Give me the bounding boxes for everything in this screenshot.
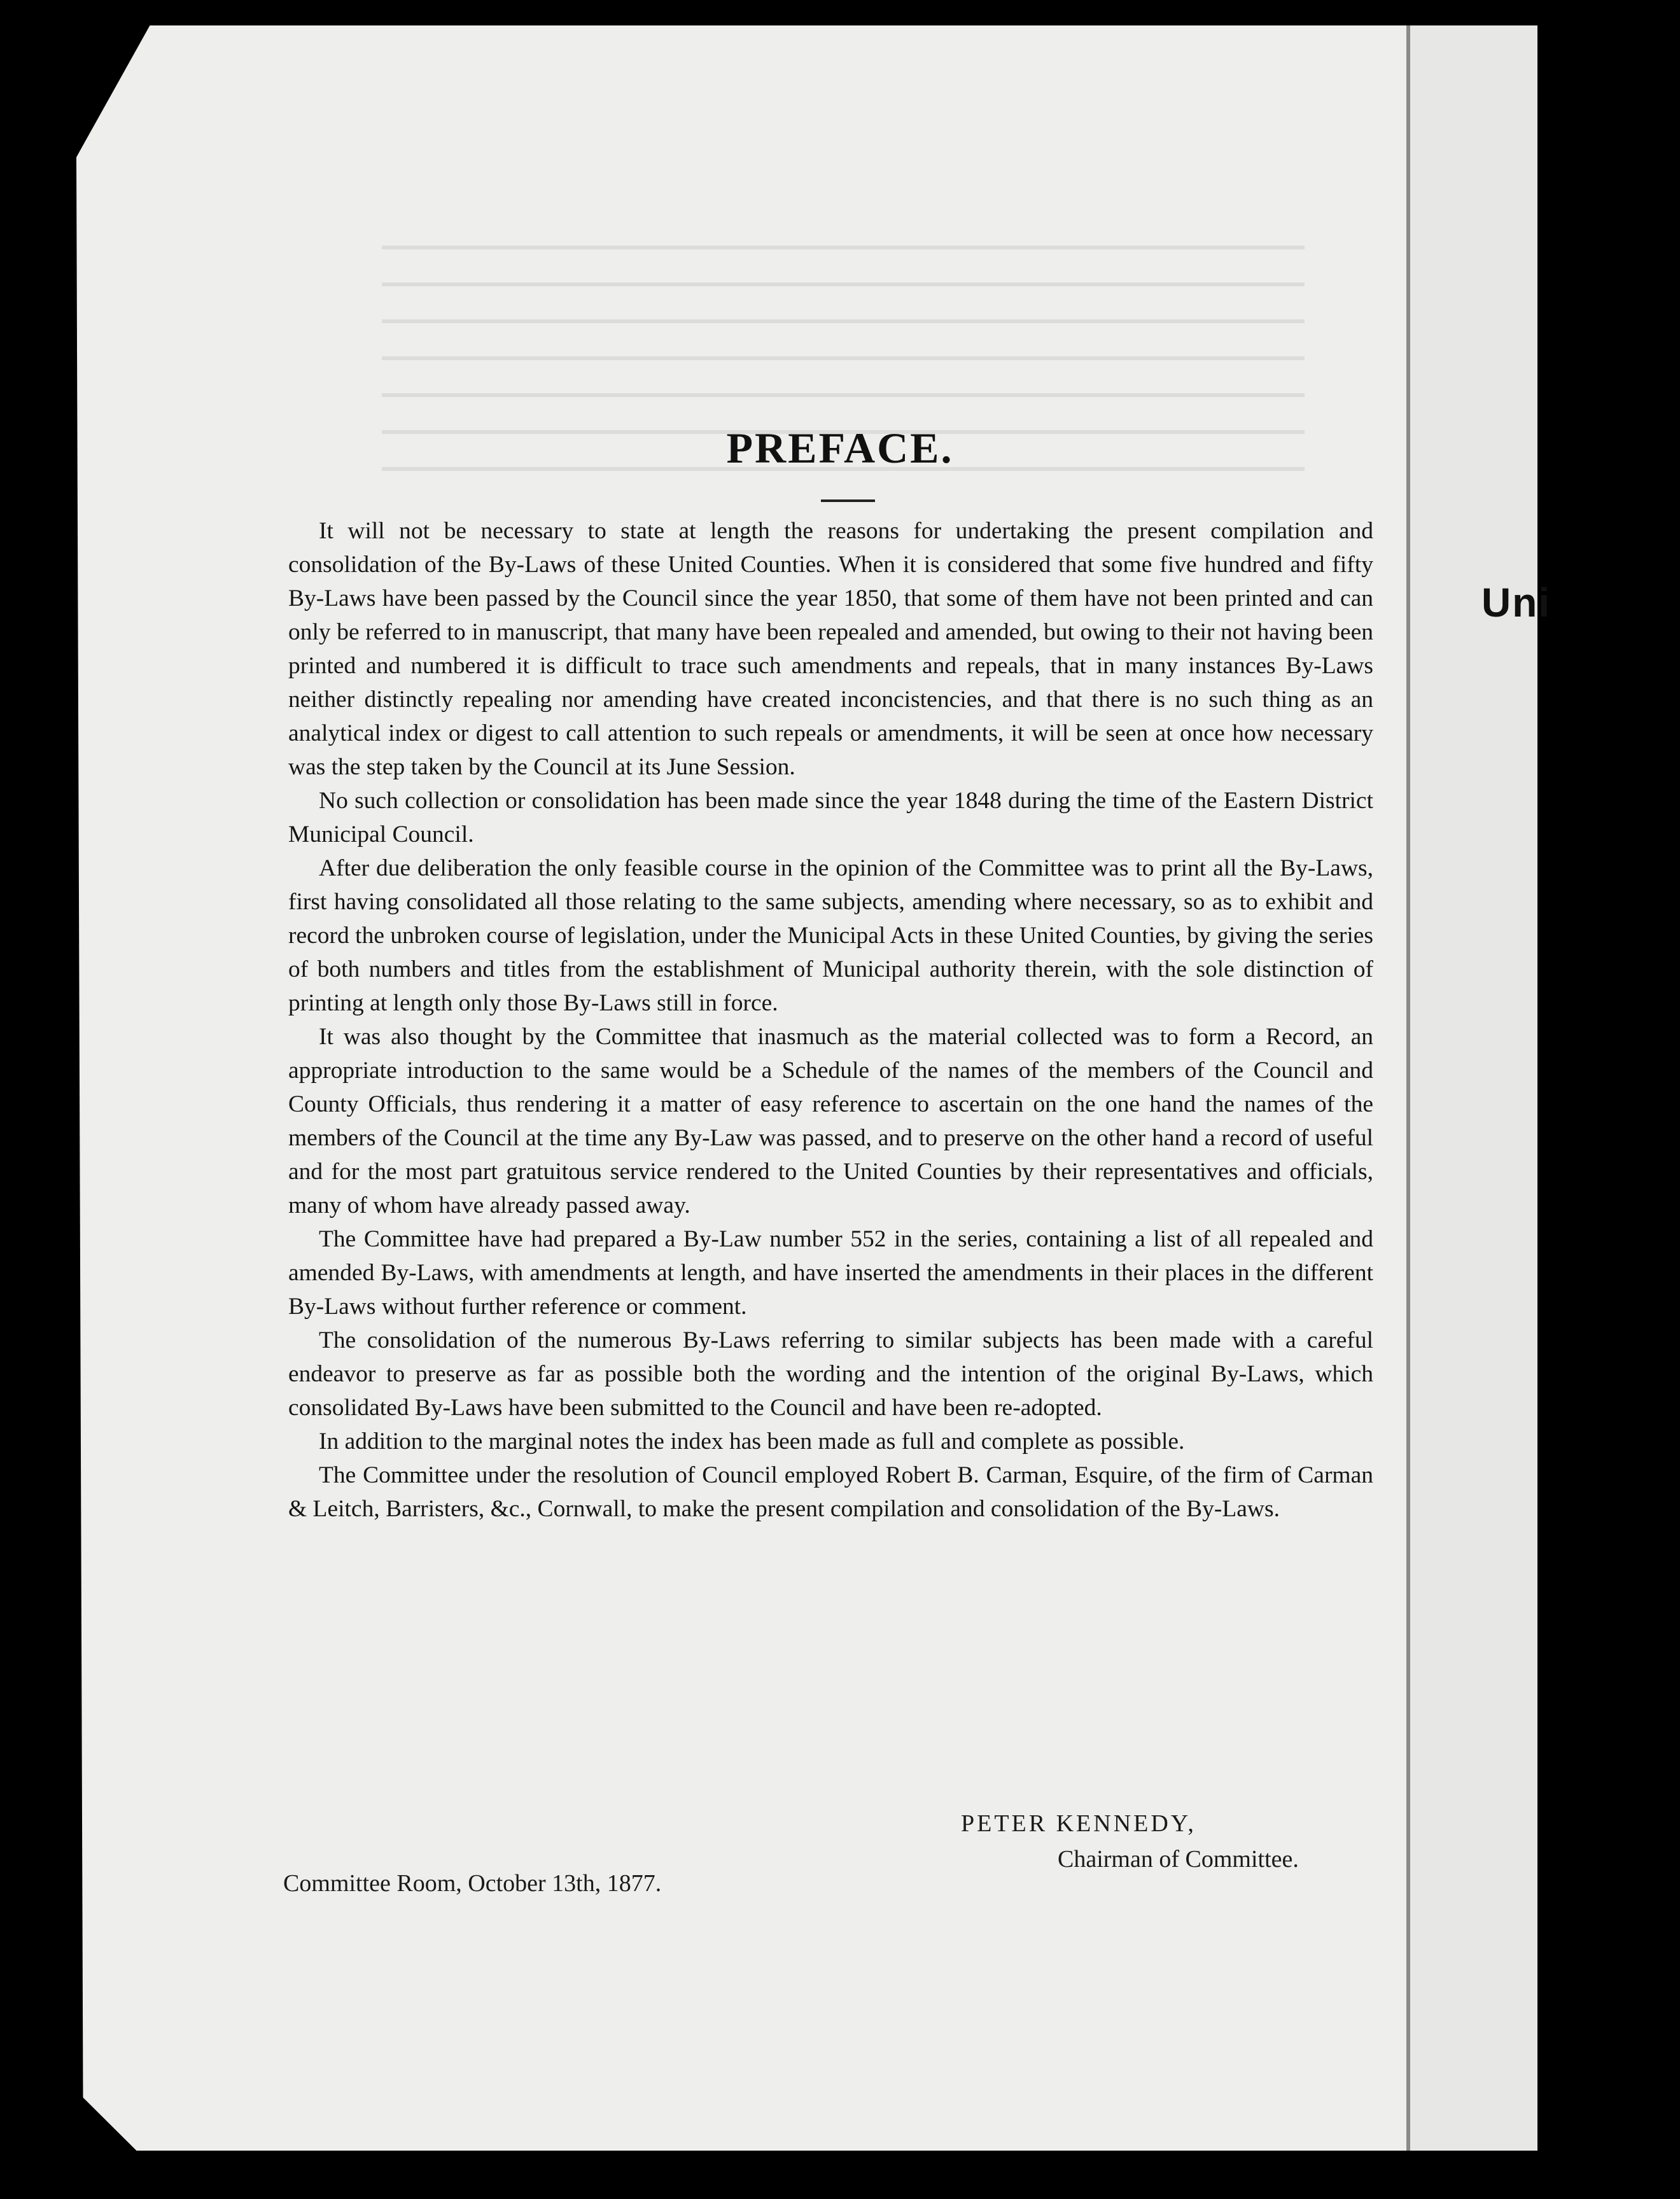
preface-body (288, 514, 1373, 1526)
adjacent-page (1410, 25, 1537, 2151)
title-rule (821, 499, 875, 502)
paragraph: In addition to the marginal notes the index has been made as full and complete as possible. (319, 1428, 1185, 1455)
paragraph: After due deliberation the only feasible course in the opinion of the Committee was to print all the By-Laws, first having consolidated all those relating to the same subjects, amending where necessary, so as to exhibit and record the unbroken course of legislation, under the Municipal Acts in these United Counties, by giving the series of both numbers and titles from the establishment of Municipal authority therein, with the sole distinction of printing at length only those By-Laws still in force. (288, 855, 1373, 1016)
paragraph: It will not be necessary to state at length the reasons for undertaking the present compilation and consolidation of the By-Laws of these United Counties. When it is considered that some five hundred and fifty By-Laws have been passed by the Council since the year 1850, that some of them have not been printed and can only be referred to in manuscript, that many have been repealed and amended, but owing to their not having been printed and numbered it is difficult to trace such amendments and repeals, that in many instances By-Laws neither distinctly repealing nor amending have created inconcistencies, and that there is no such thing as an analytical index or digest to call attention to such repeals or amendments, it will be seen at once how necessary was the step taken by the Council at its June Session. (288, 518, 1373, 780)
page-title: PREFACE. (726, 424, 954, 472)
signature-block (961, 1806, 1299, 1877)
paragraph: It was also thought by the Committee that inasmuch as the material collected was to form a Record, an appropriate introduction to the same would be a Schedule of the names of the members of the Council and County Officials, thus rendering it a matter of easy reference to ascertain on the one hand the names of the members of the Council at the time any By-Law was passed, and to preserve on the other hand a record of useful and for the most part gratuitous service rendered to the United Counties by their representatives and officials, many of whom have already passed away. (288, 1024, 1373, 1218)
signature-name: PETER KENNEDY, (961, 1810, 1196, 1837)
adjacent-page-fragment: Uni (1481, 580, 1551, 625)
paragraph: The Committee under the resolution of Council employed Robert B. Carman, Esquire, of the firm of Carman & Leitch, Barristers, &c., Cornwall, to make the present compilation and consolidation of the By-Laws. (288, 1462, 1373, 1522)
dateline: Committee Room, October 13th, 1877. (283, 1870, 662, 1897)
paragraph: The consolidation of the numerous By-Laws referring to similar subjects has been made with a careful endeavor to preserve as far as possible both the wording and the intention of the original By-Laws, which consolidated By-Laws have been submitted to the Council and have been re-adopted. (288, 1327, 1373, 1421)
paragraph: No such collection or consolidation has been made since the year 1848 during the time of the Eastern District Municipal Council. (288, 788, 1373, 848)
paragraph: The Committee have had prepared a By-Law number 552 in the series, containing a list of all repealed and amended By-Laws, with amendments at length, and have inserted the amendments in their places in the different By-Laws without further reference or comment. (288, 1226, 1373, 1320)
signature-title: Chairman of Committee. (1058, 1846, 1299, 1873)
